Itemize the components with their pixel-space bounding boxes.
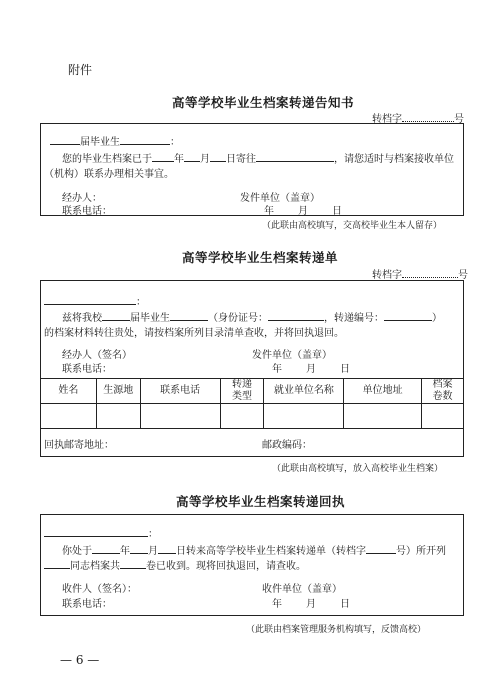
- receipt-line-1: 你处于 年 月 日转来高等学校毕业生档案转递单（转档字 号）所开列: [62, 542, 446, 557]
- slip-issuer-label: 发件单位（盖章）: [252, 350, 332, 361]
- notice-handler-label: 经办人：: [62, 193, 102, 204]
- notice-ref: 转档字 号: [372, 110, 464, 125]
- table-header-cell: 联系电话: [140, 379, 220, 404]
- postcode-label: 邮政编码：: [262, 440, 312, 451]
- slip-addressee-blank[interactable]: [44, 293, 136, 305]
- slip-line-2: 的档案材料转往贵处，请按档案所列目录清单查收，并将回执退回。: [44, 328, 344, 339]
- notice-title: 高等学校毕业生档案转递告知书: [172, 95, 355, 110]
- table-row: [41, 404, 464, 429]
- graduation-year-blank[interactable]: [50, 133, 80, 145]
- transfer-number-blank[interactable]: [384, 309, 432, 321]
- receipt-ref-blank[interactable]: [366, 542, 396, 554]
- slip-ref: 转档字 号: [372, 266, 468, 281]
- receipt-title: 高等学校毕业生档案转递回执: [176, 494, 346, 509]
- notice-line-3: （机构）联系办理相关事宜。: [44, 169, 174, 180]
- table-header-cell: 转递 类型: [220, 379, 264, 404]
- slip-date: 年 月 日: [272, 364, 350, 375]
- notice-issuer-label: 发件单位（盖章）: [240, 193, 320, 204]
- table-cell[interactable]: [96, 404, 140, 429]
- table-header-cell: 档案 卷数: [422, 379, 464, 404]
- receipt-addressee-blank[interactable]: [44, 525, 148, 537]
- receipt-line-2: 同志档案共 卷已收到。现将回执退回，请查收。: [44, 557, 306, 572]
- receiver-label: 收件人（签名）：: [62, 584, 137, 595]
- graduate-name-blank[interactable]: [120, 133, 170, 145]
- table-header-cell: 单位地址: [344, 379, 422, 404]
- table-header-cell: 就业单位名称: [264, 379, 344, 404]
- receipt-addressee: ：: [44, 525, 158, 540]
- page-number: — 6 —: [60, 653, 100, 667]
- attachment-label: 附件: [68, 63, 93, 77]
- slip-addressee: ：: [44, 293, 146, 308]
- slip-handler-label: 经办人（签名）: [62, 350, 132, 361]
- slip-title: 高等学校毕业生档案转递单: [182, 250, 339, 265]
- table-header-cell: 姓名: [41, 379, 97, 404]
- table-cell[interactable]: [264, 404, 344, 429]
- table-cell[interactable]: [41, 404, 97, 429]
- notice-date: 年 月 日: [264, 206, 342, 217]
- receiving-unit-label: 收件单位（盖章）: [262, 584, 342, 595]
- archive-table: [40, 378, 464, 429]
- destination-blank[interactable]: [256, 150, 334, 162]
- table-header-cell: 生源地: [96, 379, 140, 404]
- id-number-blank[interactable]: [268, 309, 324, 321]
- table-cell[interactable]: [220, 404, 264, 429]
- return-address-label: 回执邮寄地址：: [44, 440, 114, 451]
- table-header-row: [41, 379, 464, 404]
- receipt-phone-label: 联系电话：: [62, 599, 112, 610]
- slip-phone-label: 联系电话：: [62, 364, 112, 375]
- slip-footnote: （此联由高校填写，放入高校毕业生档案）: [272, 464, 444, 474]
- notice-line-1: 届毕业生 ：: [50, 133, 180, 148]
- slip-line-1: 兹将我校 届毕业生 （身份证号： ，转递编号： ）: [62, 309, 442, 324]
- table-cell[interactable]: [422, 404, 464, 429]
- receipt-date: 年 月 日: [272, 599, 350, 610]
- table-cell[interactable]: [344, 404, 422, 429]
- table-cell[interactable]: [140, 404, 220, 429]
- notice-line-2: 您的毕业生档案已于 年 月 日寄往 ，请您适时与档案接收单位: [62, 150, 454, 165]
- notice-phone-label: 联系电话：: [62, 206, 112, 217]
- receipt-footnote: （此联由档案管理服务机构填写，反馈高校）: [246, 625, 427, 635]
- notice-footnote: （此联由高校填写，交高校毕业生本人留存）: [262, 221, 443, 231]
